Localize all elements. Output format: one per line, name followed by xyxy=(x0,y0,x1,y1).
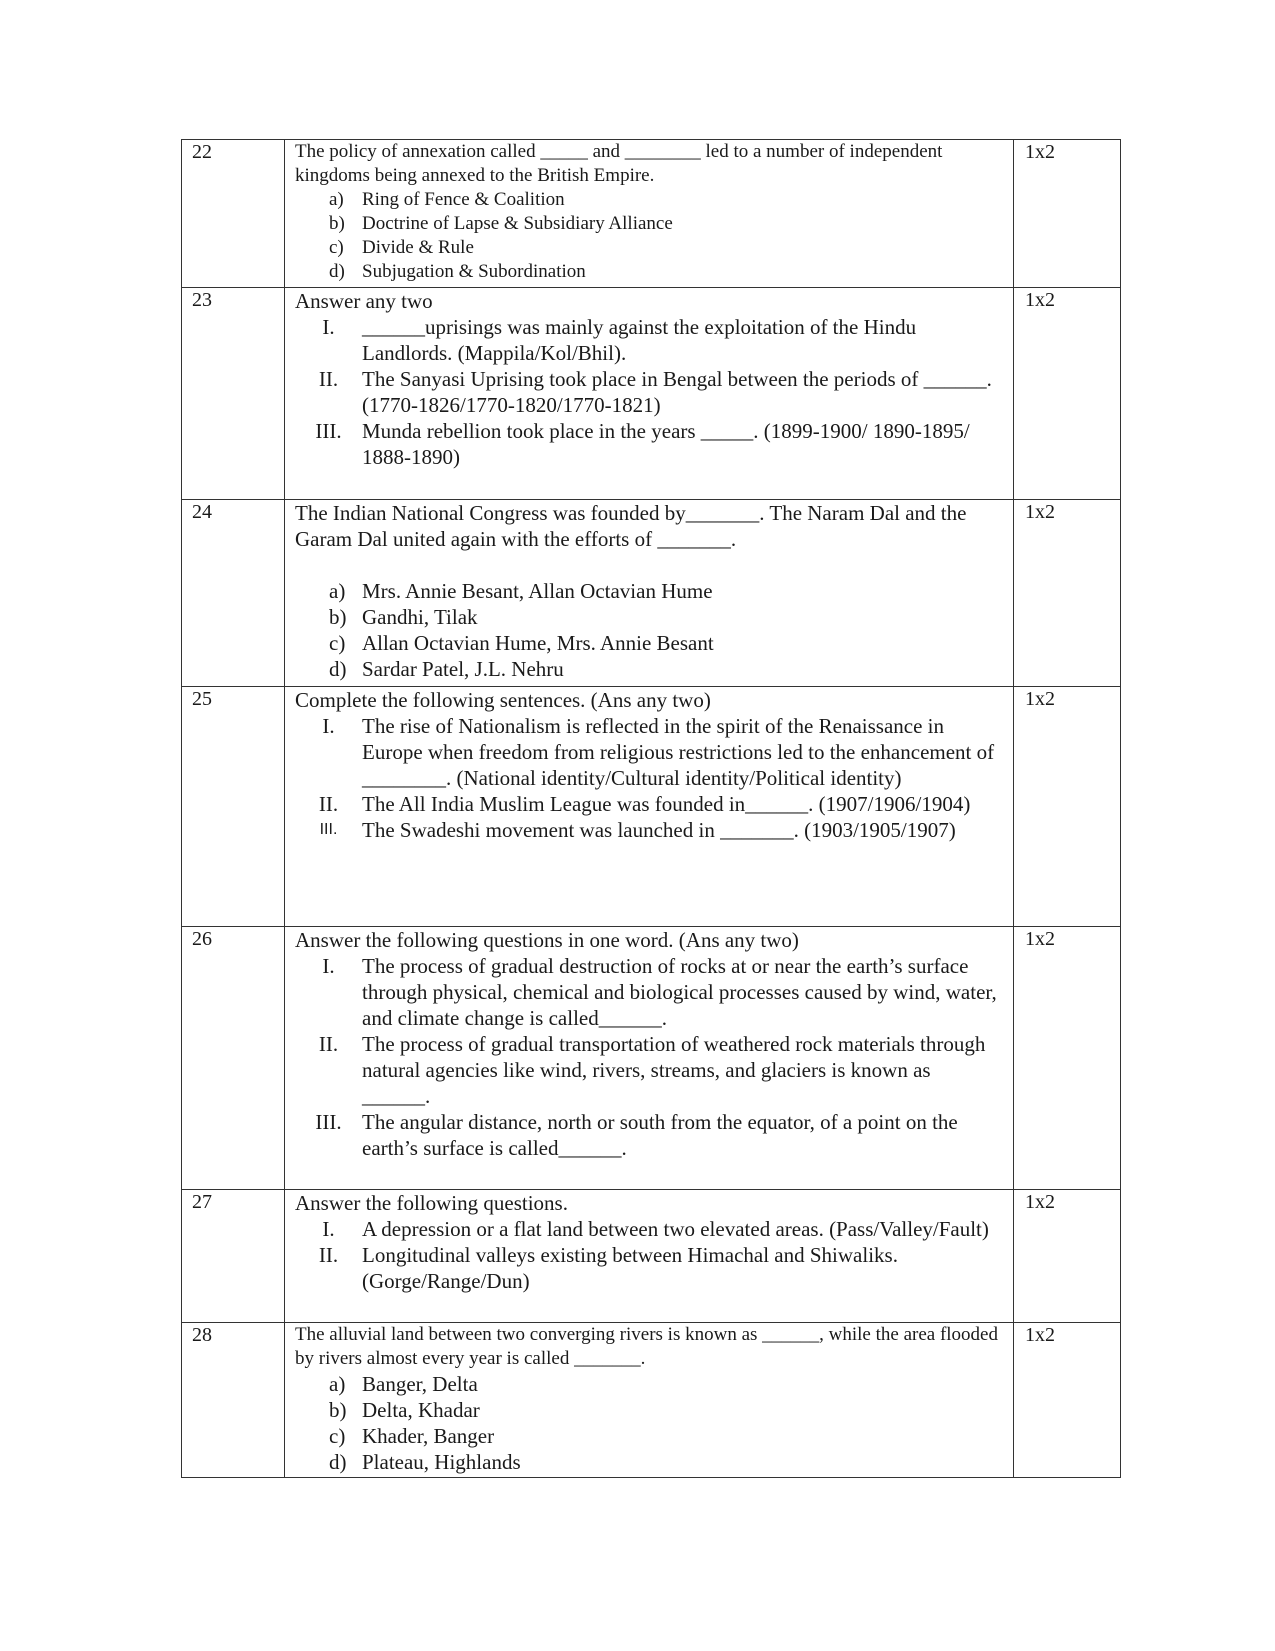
question-table xyxy=(181,139,1121,1478)
subquestion-text: Longitudinal valleys existing between Himachal and Shiwaliks. (Gorge/Range/Dun) xyxy=(362,1243,898,1293)
option-list xyxy=(295,188,1003,284)
question-row-22 xyxy=(182,140,1121,288)
subquestion-marker: II. xyxy=(318,792,339,816)
option-item xyxy=(295,630,1003,656)
option-text: Allan Octavian Hume, Mrs. Annie Besant xyxy=(362,631,714,655)
option-marker: d) xyxy=(329,1450,347,1474)
question-stem: Answer any two xyxy=(295,289,433,313)
subquestion-list xyxy=(295,713,1003,843)
option-marker: d) xyxy=(329,261,345,282)
option-text: Sardar Patel, J.L. Nehru xyxy=(362,657,564,681)
option-marker: c) xyxy=(329,1424,346,1448)
option-item xyxy=(295,260,1003,284)
question-number: 28 xyxy=(182,1323,285,1478)
subquestion-item xyxy=(295,1242,1003,1294)
question-marks: 1x2 xyxy=(1014,140,1121,288)
subquestion-marker: I. xyxy=(322,714,335,738)
question-body xyxy=(285,1323,1014,1478)
option-marker: c) xyxy=(329,237,344,258)
option-item xyxy=(295,212,1003,236)
question-stem: Complete the following sentences. (Ans any two) xyxy=(295,688,711,712)
option-list xyxy=(295,1371,1003,1475)
question-marks: 1x2 xyxy=(1014,1190,1121,1323)
question-row-27 xyxy=(182,1190,1121,1323)
option-marker: c) xyxy=(329,631,346,655)
option-item xyxy=(295,1397,1003,1423)
subquestion-list xyxy=(295,314,1003,470)
question-number: 24 xyxy=(182,500,285,687)
question-marks: 1x2 xyxy=(1014,1323,1121,1478)
question-number: 23 xyxy=(182,288,285,500)
option-text: Plateau, Highlands xyxy=(362,1450,521,1474)
question-stem: Answer the following questions. xyxy=(295,1191,568,1215)
subquestion-marker: III. xyxy=(315,419,342,443)
option-marker: b) xyxy=(329,605,347,629)
question-body xyxy=(285,1190,1014,1323)
subquestion-text: The Sanyasi Uprising took place in Bengal between the periods of ______. (1770-1826/1770-1820/1770-1821) xyxy=(362,367,992,417)
question-row-24 xyxy=(182,500,1121,687)
option-item xyxy=(295,656,1003,682)
question-row-23 xyxy=(182,288,1121,500)
subquestion-item xyxy=(295,791,1003,817)
option-item xyxy=(295,604,1003,630)
subquestion-item xyxy=(295,366,1003,418)
option-text: Mrs. Annie Besant, Allan Octavian Hume xyxy=(362,579,713,603)
subquestion-item xyxy=(295,1031,1003,1109)
option-marker: a) xyxy=(329,189,344,210)
question-body xyxy=(285,500,1014,687)
option-text: Divide & Rule xyxy=(362,237,474,258)
option-text: Doctrine of Lapse & Subsidiary Alliance xyxy=(362,213,673,234)
spacer xyxy=(295,552,1003,578)
question-number: 27 xyxy=(182,1190,285,1323)
option-marker: b) xyxy=(329,1398,347,1422)
option-item xyxy=(295,1423,1003,1449)
question-body xyxy=(285,927,1014,1190)
subquestion-text: A depression or a flat land between two elevated areas. (Pass/Valley/Fault) xyxy=(362,1217,989,1241)
subquestion-marker: II. xyxy=(318,367,339,391)
subquestion-marker: I. xyxy=(322,315,335,339)
option-item xyxy=(295,1449,1003,1475)
subquestion-list xyxy=(295,1216,1003,1294)
option-text: Subjugation & Subordination xyxy=(362,261,586,282)
question-body xyxy=(285,687,1014,927)
question-stem: The policy of annexation called _____ and ________ led to a number of independent kingdoms being annexed to the British Empire. xyxy=(295,141,943,186)
option-item xyxy=(295,188,1003,212)
subquestion-item xyxy=(295,1109,1003,1161)
subquestion-text: The process of gradual destruction of rocks at or near the earth’s surface through physical, chemical and biological processes caused by wind, water, and climate change is called______. xyxy=(362,954,997,1030)
option-list xyxy=(295,578,1003,682)
option-item xyxy=(295,1371,1003,1397)
option-text: Banger, Delta xyxy=(362,1372,478,1396)
option-item xyxy=(295,578,1003,604)
subquestion-marker: II. xyxy=(318,1032,339,1056)
subquestion-item xyxy=(295,314,1003,366)
option-marker: a) xyxy=(329,579,346,603)
subquestion-marker: I. xyxy=(322,1217,335,1241)
question-number: 25 xyxy=(182,687,285,927)
subquestion-text: The Swadeshi movement was launched in _______. (1903/1905/1907) xyxy=(362,818,956,842)
option-text: Gandhi, Tilak xyxy=(362,605,478,629)
subquestion-marker: I. xyxy=(322,954,335,978)
option-text: Delta, Khadar xyxy=(362,1398,480,1422)
subquestion-text: The All India Muslim League was founded in______. (1907/1906/1904) xyxy=(362,792,971,816)
subquestion-item xyxy=(295,418,1003,470)
question-marks: 1x2 xyxy=(1014,500,1121,687)
subquestion-text: The process of gradual transportation of weathered rock materials through natural agencies like wind, rivers, streams, and glaciers is known as ______. xyxy=(362,1032,986,1108)
question-stem: The alluvial land between two converging rivers is known as ______, while the area flooded by rivers almost every year is called _______. xyxy=(295,1324,998,1369)
option-marker: d) xyxy=(329,657,347,681)
option-text: Ring of Fence & Coalition xyxy=(362,189,565,210)
subquestion-text: ______uprisings was mainly against the exploitation of the Hindu Landlords. (Mappila/Kol/Bhil). xyxy=(362,315,917,365)
option-text: Khader, Banger xyxy=(362,1424,495,1448)
question-row-28 xyxy=(182,1323,1121,1478)
subquestion-marker: II. xyxy=(318,1243,339,1267)
question-row-26 xyxy=(182,927,1121,1190)
subquestion-item xyxy=(295,953,1003,1031)
question-stem: The Indian National Congress was founded by_______. The Naram Dal and the Garam Dal united again with the efforts of _______. xyxy=(295,501,967,551)
question-row-25 xyxy=(182,687,1121,927)
subquestion-text: Munda rebellion took place in the years _____. (1899-1900/ 1890-1895/ 1888-1890) xyxy=(362,419,970,469)
subquestion-item xyxy=(295,817,1003,843)
option-marker: b) xyxy=(329,213,345,234)
question-marks: 1x2 xyxy=(1014,288,1121,500)
subquestion-marker: III. xyxy=(315,1110,342,1134)
subquestion-item xyxy=(295,713,1003,791)
subquestion-marker: III. xyxy=(319,821,338,838)
subquestion-item xyxy=(295,1216,1003,1242)
question-number: 26 xyxy=(182,927,285,1190)
question-body xyxy=(285,288,1014,500)
subquestion-text: The rise of Nationalism is reflected in the spirit of the Renaissance in Europe when freedom from religious restrictions led to the enhancement of ________. (National identity/Cultural identity/Political identity) xyxy=(362,714,995,790)
subquestion-text: The angular distance, north or south from the equator, of a point on the earth’s surface is called______. xyxy=(362,1110,958,1160)
subquestion-list xyxy=(295,953,1003,1161)
question-stem: Answer the following questions in one word. (Ans any two) xyxy=(295,928,799,952)
option-marker: a) xyxy=(329,1372,346,1396)
question-number: 22 xyxy=(182,140,285,288)
question-marks: 1x2 xyxy=(1014,927,1121,1190)
question-marks: 1x2 xyxy=(1014,687,1121,927)
question-body xyxy=(285,140,1014,288)
option-item xyxy=(295,236,1003,260)
